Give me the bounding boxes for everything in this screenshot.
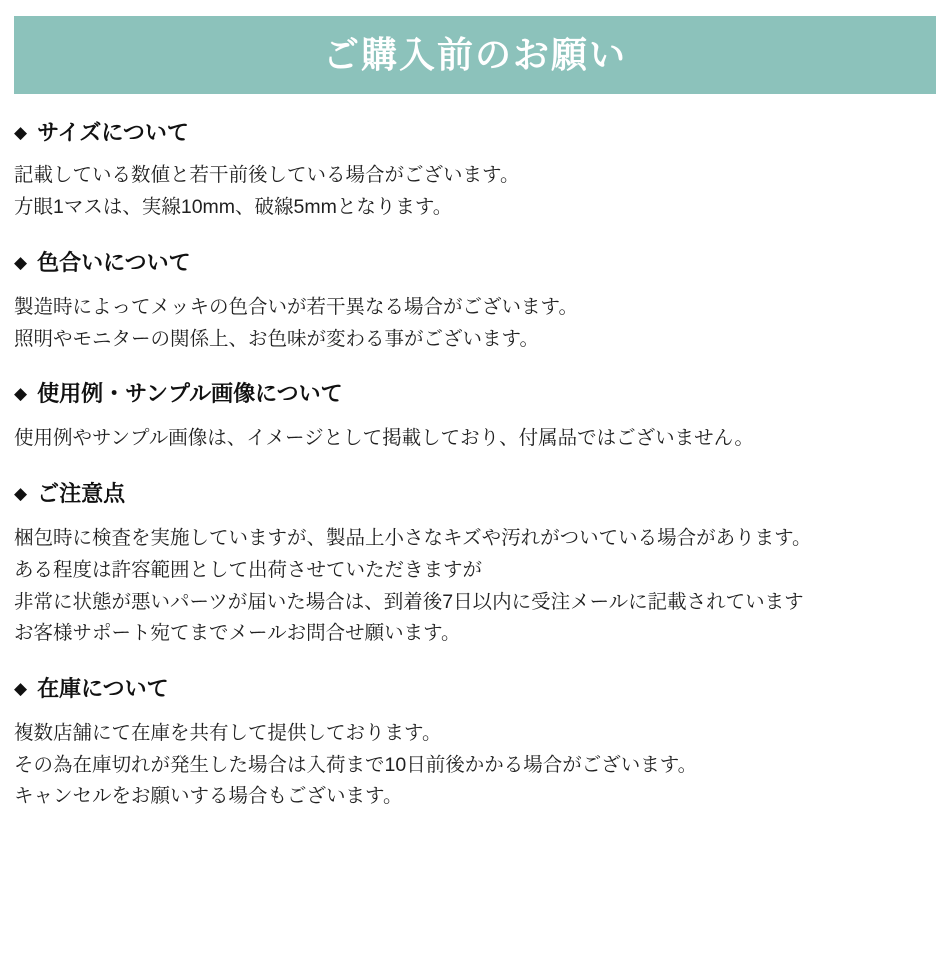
diamond-icon: ◆ xyxy=(14,678,28,698)
body-line: キャンセルをお願いする場合もございます。 xyxy=(14,785,403,808)
body-line: お客様サポート宛てまでメールお問合せ願います。 xyxy=(14,622,461,645)
notice-content xyxy=(0,120,950,813)
section-heading-label: 色合いについて xyxy=(37,249,191,275)
section-heading xyxy=(14,120,936,146)
body-line: 非常に状態が悪いパーツが届いた場合は、到着後7日以内に受注メールに記載されています xyxy=(14,590,804,613)
body-line: 記載している数値と若干前後している場合がございます。 xyxy=(14,164,520,187)
body-line: 使用例やサンプル画像は、イメージとして掲載しており、付属品ではございません。 xyxy=(14,427,754,450)
page-title: ご購入前のお願い xyxy=(322,34,627,75)
section-body xyxy=(14,718,936,813)
body-line: 複数店舗にて在庫を共有して提供しております。 xyxy=(14,722,442,745)
section-heading-label: 使用例・サンプル画像について xyxy=(37,381,343,407)
body-line: 製造時によってメッキの色合いが若干異なる場合がございます。 xyxy=(14,295,578,318)
section-heading-label: ご注意点 xyxy=(37,481,126,507)
body-line: ある程度は許容範囲として出荷させていただきますが xyxy=(14,559,483,582)
page-banner xyxy=(14,16,936,94)
diamond-icon: ◆ xyxy=(14,384,28,404)
body-line: 方眼1マスは、実線10mm、破線5mmとなります。 xyxy=(14,195,453,218)
section-heading xyxy=(14,676,936,702)
notice-page xyxy=(0,16,950,966)
section-body xyxy=(14,523,936,649)
section-heading xyxy=(14,381,936,407)
section-body xyxy=(14,160,936,223)
section-color xyxy=(14,250,936,356)
diamond-icon: ◆ xyxy=(14,484,28,504)
body-line: その為在庫切れが発生した場合は入荷まで10日前後かかる場合がございます。 xyxy=(14,753,698,776)
body-line: 梱包時に検査を実施していますが、製品上小さなキズや汚れがついている場合があります。 xyxy=(14,527,812,550)
section-size xyxy=(14,120,936,224)
section-sample-image xyxy=(14,381,936,455)
diamond-icon: ◆ xyxy=(14,123,28,142)
section-body xyxy=(14,292,936,355)
section-heading-label: サイズについて xyxy=(37,120,189,145)
section-heading xyxy=(14,250,936,276)
body-line: 照明やモニターの関係上、お色味が変わる事がございます。 xyxy=(14,327,539,350)
section-heading xyxy=(14,481,936,507)
section-caution xyxy=(14,481,936,650)
section-stock xyxy=(14,676,936,813)
diamond-icon: ◆ xyxy=(14,252,28,272)
section-body xyxy=(14,423,936,455)
section-heading-label: 在庫について xyxy=(37,675,169,701)
